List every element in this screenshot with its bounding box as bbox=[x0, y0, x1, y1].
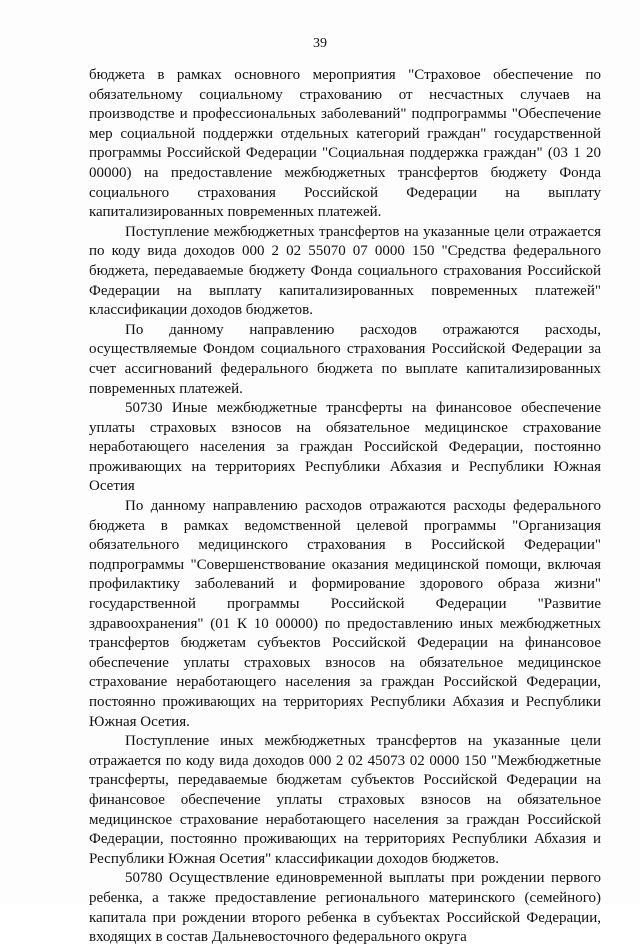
paragraph-7-heading-50780: 50780 Осуществление единовременной выплаты при рождении первого ребенка, а также предоставление регионального материнского (семейного) капитала при рождении второго ребенка в субъектах Российской Федерации, входящих в состав Дальневосточного федерального округа bbox=[89, 870, 601, 946]
paragraph-3: По данному направлению расходов отражаются расходы, осуществляемые Фондом социального страхования Российской Федерации за счет ассигнований федерального бюджета по выплате капитализированных повременных платежей. bbox=[89, 321, 601, 397]
paragraph-5: По данному направлению расходов отражаются расходы федерального бюджета в рамках ведомственной целевой программы "Организация обязательного медицинского страхования в Российской Федерации" подпрограммы "Совершенствование оказания медицинской помощи, включая профилактику заболеваний и формирование здорового образа жизни" государственной программы Российской Федерации "Развитие здравоохранения" (01 К 10 00000) по предоставлению иных межбюджетных трансфертов бюджетам субъектов Российской Федерации на финансовое обеспечение уплаты страховых взносов на обязательное медицинское страхование неработающего населения за граждан Российской Федерации, постоянно проживающих на территориях Республики Абхазия и Республики Южная Осетия. bbox=[89, 498, 601, 730]
page-number: 39 bbox=[313, 36, 327, 51]
paragraph-6: Поступление иных межбюджетных трансфертов на указанные цели отражается по коду вида доходов 000 2 02 45073 02 0000 150 "Межбюджетные трансферты, передаваемые бюджетам субъектов Российской Федерации на финансовое обеспечение уплаты страховых взносов на обязательное медицинское страхование неработающего населения за граждан Российской Федерации, постоянно проживающих на территориях Республики Абхазия и Республики Южная Осетия" классификации доходов бюджетов. bbox=[89, 733, 601, 867]
paragraph-4-heading-50730: 50730 Иные межбюджетные трансферты на финансовое обеспечение уплаты страховых взносов на обязательное медицинское страхование неработающего населения за граждан Российской Федерации, постоянно проживающих на территориях Республики Абхазия и Республики Южная Осетия bbox=[89, 400, 601, 495]
paragraph-1: бюджета в рамках основного мероприятия "Страховое обеспечение по обязательному социальному страхованию от несчастных случаев на производстве и профессиональных заболеваний" подпрограммы "Обеспечение мер социальной поддержки отдельных категорий граждан" государственной программы Российской Федерации "Социальная поддержка граждан" (03 1 20 00000) на предоставление межбюджетных трансфертов бюджету Фонда социального страхования Российской Федерации на выплату капитализированных повременных платежей. bbox=[89, 67, 601, 221]
document-body bbox=[89, 66, 601, 948]
paragraph-2: Поступление межбюджетных трансфертов на указанные цели отражается по коду вида доходов 000 2 02 55070 07 0000 150 "Средства федерального бюджета, передаваемые бюджету Фонда социального страхования Российской Федерации на выплату капитализированных повременных платежей" классификации доходов бюджетов. bbox=[89, 223, 601, 319]
